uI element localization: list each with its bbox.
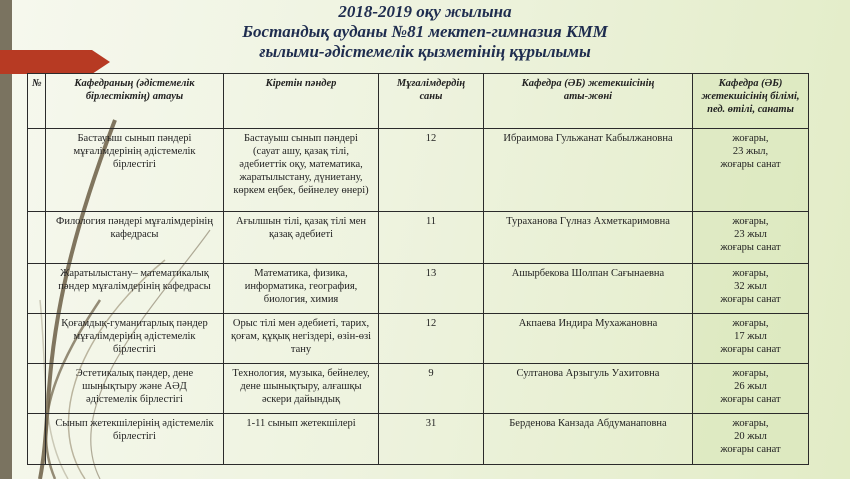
title-line-3: ғылыми-әдістемелік қызметінің құрылымы xyxy=(259,42,591,61)
cell-teacher-count: 12 xyxy=(379,314,484,364)
cell-teacher-count: 11 xyxy=(379,212,484,264)
table-row xyxy=(28,414,809,465)
header-head-qualification: Кафедра (ӘБ) жетекшісінің білімі, пед. өтілі, санаты xyxy=(693,74,809,129)
cell-head-name: Ибраимова Гульжанат Кабылжановна xyxy=(484,129,693,212)
header-subjects: Кіретін пәндер xyxy=(224,74,379,129)
title-line-1: 2018-2019 оқу жылына xyxy=(338,2,512,21)
table-row xyxy=(28,212,809,264)
cell-head-name: Берденова Канзада Абдуманаповна xyxy=(484,414,693,465)
cell-head-name: Ашырбекова Шолпан Сағынаевна xyxy=(484,264,693,314)
cell-subjects: Математика, физика, информатика, география, биология, химия xyxy=(224,264,379,314)
cell-department-name: Филология пәндері мұғалімдерінің кафедрасы xyxy=(46,212,224,264)
cell-number xyxy=(28,129,46,212)
cell-teacher-count: 9 xyxy=(379,364,484,414)
cell-teacher-count: 31 xyxy=(379,414,484,465)
structure-table xyxy=(27,73,809,465)
cell-subjects: Ағылшын тілі, қазақ тілі мен қазақ әдебиеті xyxy=(224,212,379,264)
cell-head-qualification: жоғары, 32 жыл жоғары санат xyxy=(693,264,809,314)
cell-head-name: Акпаева Индира Мухажановна xyxy=(484,314,693,364)
cell-head-qualification: жоғары, 26 жыл жоғары санат xyxy=(693,364,809,414)
header-department-name: Кафедраның (әдістемелік бірлестіктің) атауы xyxy=(46,74,224,129)
title-line-2: Бостандық ауданы №81 мектеп-гимназия КММ xyxy=(242,22,608,41)
cell-department-name: Қоғамдық-гуманитарлық пәндер мұғалімдерінің әдістемелік бірлестігі xyxy=(46,314,224,364)
cell-teacher-count: 12 xyxy=(379,129,484,212)
cell-department-name: Жаратылыстану– математикалық пәндер мұғалімдерінің кафедрасы xyxy=(46,264,224,314)
cell-subjects: Технология, музыка, бейнелеу, дене шынықтыру, алғашқы әскери дайындық xyxy=(224,364,379,414)
header-head-name: Кафедра (ӘБ) жетекшісінің аты-жөні xyxy=(484,74,693,129)
cell-subjects: Орыс тілі мен әдебиеті, тарих, қоғам, құқық негіздері, өзін-өзі тану xyxy=(224,314,379,364)
cell-head-name: Султанова Арзыгуль Уахитовна xyxy=(484,364,693,414)
cell-head-qualification: жоғары, 23 жыл, жоғары санат xyxy=(693,129,809,212)
cell-department-name: Сынып жетекшілерінің әдістемелік бірлестігі xyxy=(46,414,224,465)
cell-number xyxy=(28,364,46,414)
page-title xyxy=(0,2,850,62)
table-row xyxy=(28,364,809,414)
cell-head-qualification: жоғары, 20 жыл жоғары санат xyxy=(693,414,809,465)
cell-department-name: Бастауыш сынып пәндері мұғалімдерінің әдістемелік бірлестігі xyxy=(46,129,224,212)
header-number: № xyxy=(28,74,46,129)
cell-number xyxy=(28,264,46,314)
table-row xyxy=(28,314,809,364)
table-header-row xyxy=(28,74,809,129)
cell-head-qualification: жоғары, 17 жыл жоғары санат xyxy=(693,314,809,364)
cell-number xyxy=(28,212,46,264)
cell-department-name: Эстетикалық пәндер, дене шынықтыру және АӘД әдістемелік бірлестігі xyxy=(46,364,224,414)
table-row xyxy=(28,129,809,212)
cell-subjects: Бастауыш сынып пәндері (сауат ашу, қазақ тілі, әдебиеттік оқу, математика, жаратылыстану, дүниетану, көркем еңбек, бейнелеу өнері) xyxy=(224,129,379,212)
cell-teacher-count: 13 xyxy=(379,264,484,314)
cell-head-qualification: жоғары, 23 жыл жоғары санат xyxy=(693,212,809,264)
cell-number xyxy=(28,414,46,465)
header-teacher-count: Мұғалімдердің саны xyxy=(379,74,484,129)
cell-subjects: 1-11 сынып жетекшілері xyxy=(224,414,379,465)
table-row xyxy=(28,264,809,314)
cell-head-name: Тураханова Гүлназ Ахметкаримовна xyxy=(484,212,693,264)
cell-number xyxy=(28,314,46,364)
